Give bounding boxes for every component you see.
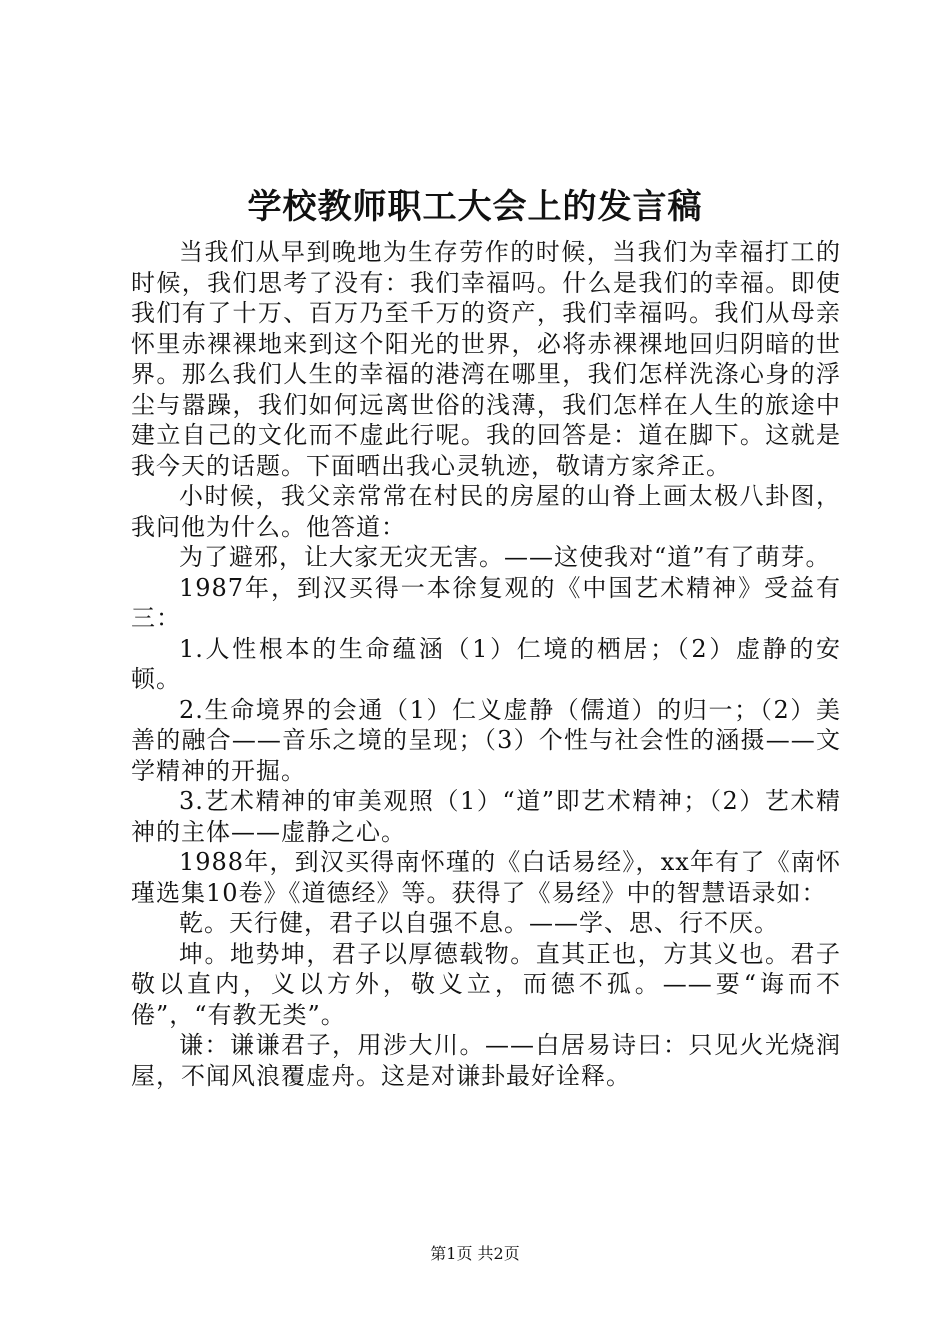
paragraph-6: 2.生命境界的会通（1）仁义虚静（儒道）的归一；（2）美善的融合——音乐之境的呈现；（3）个性与社会性的涵摄——文学精神的开掘。 xyxy=(131,695,841,785)
page-footer: 第1页 共2页 xyxy=(430,1244,520,1263)
paragraph-5: 1.人性根本的生命蕴涵（1）仁境的栖居；（2）虚静的安顿。 xyxy=(131,634,841,693)
paragraph-1: 当我们从早到晚地为生存劳作的时候，当我们为幸福打工的时候，我们思考了没有：我们幸福吗。什么是我们的幸福。即使我们有了十万、百万乃至千万的资产，我们幸福吗。我们从母亲怀里赤裸裸地来到这个阳光的世界，必将赤裸裸地回归阴暗的世界。那么我们人生的幸福的港湾在哪里，我们怎样洗涤心身的浮尘与嚣躁，我们如何远离世俗的浅薄，我们怎样在人生的旅途中建立自己的文化而不虚此行呢。我的回答是：道在脚下。这就是我今天的话题。下面晒出我心灵轨迹，敬请方家斧正。 xyxy=(131,238,841,480)
paragraph-7: 3.艺术精神的审美观照（1）“道”即艺术精神；（2）艺术精神的主体——虚静之心。 xyxy=(131,787,841,846)
paragraph-11: 谦：谦谦君子，用涉大川。——白居易诗曰：只见火光烧润屋，不闻风浪覆虚舟。这是对谦卦最好诠释。 xyxy=(131,1031,841,1090)
paragraph-10: 坤。地势坤，君子以厚德载物。直其正也，方其义也。君子敬以直内，义以方外，敬义立，而德不孤。——要“诲而不倦”，“有教无类”。 xyxy=(131,939,841,1029)
document-title: 学校教师职工大会上的发言稿 xyxy=(247,187,703,227)
paragraph-8: 1988年，到汉买得南怀瑾的《白话易经》，xx年有了《南怀瑾选集10卷》《道德经》等。获得了《易经》中的智慧语录如： xyxy=(131,848,841,907)
paragraph-9: 乾。天行健，君子以自强不息。——学、思、行不厌。 xyxy=(179,909,779,937)
paragraph-3: 为了避邪，让大家无灾无害。——这使我对“道”有了萌芽。 xyxy=(179,543,831,571)
paragraph-4: 1987年，到汉买得一本徐复观的《中国艺术精神》受益有三： xyxy=(131,573,841,632)
paragraph-2: 小时候，我父亲常常在村民的房屋的山脊上画太极八卦图，我问他为什么。他答道： xyxy=(131,482,841,541)
document-body xyxy=(131,237,841,1091)
